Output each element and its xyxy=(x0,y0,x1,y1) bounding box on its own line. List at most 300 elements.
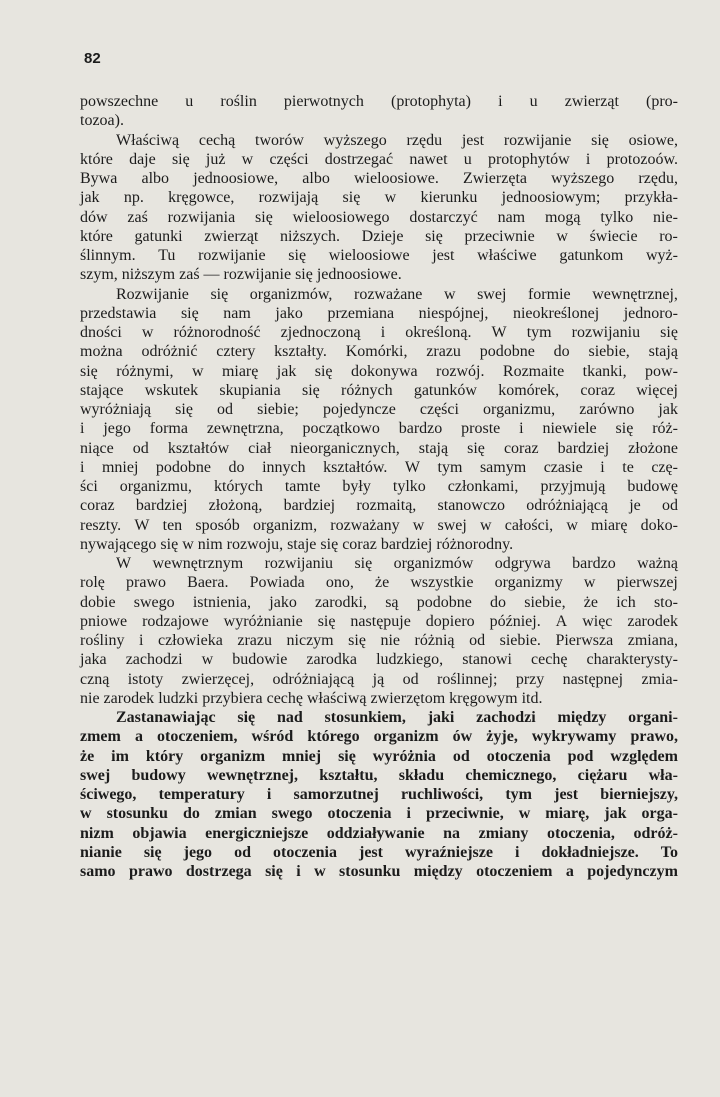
text-line xyxy=(80,804,678,823)
word: ich xyxy=(616,593,636,611)
word: między xyxy=(413,863,463,880)
word: zewnętrzna, xyxy=(206,420,284,438)
word: ono, xyxy=(325,574,354,592)
word: bardzo xyxy=(398,420,443,438)
word: coraz xyxy=(580,381,615,399)
word: się xyxy=(175,401,193,418)
word: zmiana, xyxy=(627,632,678,649)
text-line xyxy=(80,593,678,612)
word: rozwijanie xyxy=(503,131,572,149)
word: i xyxy=(296,863,301,880)
word: tylko xyxy=(600,208,634,226)
word: miarę, xyxy=(545,805,590,823)
word: rozwijają xyxy=(258,189,319,207)
word: rzędu, xyxy=(638,170,678,187)
word: doko- xyxy=(640,516,678,534)
word: innych xyxy=(262,458,306,476)
word: się xyxy=(314,362,333,380)
word: swego xyxy=(133,593,175,611)
word: właściwe xyxy=(477,247,537,264)
word: siebie. xyxy=(499,632,541,649)
word: że xyxy=(583,593,598,611)
word: wewnętrznej, xyxy=(206,766,299,784)
word: jaki xyxy=(427,709,455,726)
word: kręgowce, xyxy=(168,189,235,207)
word: części xyxy=(269,150,309,168)
word: Rozwijanie xyxy=(116,285,189,303)
word: odróż- xyxy=(633,824,678,842)
word: dostrzega xyxy=(185,863,252,880)
word: od xyxy=(217,401,234,418)
word: dokonywa xyxy=(350,362,418,380)
text-line xyxy=(80,612,678,631)
word: nim xyxy=(197,535,227,553)
word: i xyxy=(600,458,605,476)
word: jak xyxy=(658,401,678,418)
word: części xyxy=(419,401,459,418)
word: organizm xyxy=(200,747,266,765)
word: całości, xyxy=(504,516,554,534)
word: względem xyxy=(610,747,678,765)
word: nam xyxy=(223,304,251,322)
word: nawet xyxy=(409,150,448,168)
word: nie xyxy=(80,689,104,707)
word: cechę xyxy=(531,651,568,669)
word: wyróżniają xyxy=(80,401,152,418)
word: kształtów. xyxy=(323,458,388,476)
word: w xyxy=(583,574,596,592)
word: stosunkiem, xyxy=(324,709,406,726)
word: które xyxy=(80,150,113,168)
word: siebie; xyxy=(257,401,299,418)
text-line xyxy=(80,362,678,381)
word: się xyxy=(301,381,320,399)
word: się xyxy=(210,285,229,303)
text-line xyxy=(80,150,678,169)
word: zwierząt xyxy=(204,227,259,245)
word: cztery xyxy=(216,343,256,361)
word: jest xyxy=(432,247,455,264)
word: albo xyxy=(141,170,170,187)
word: wyższego xyxy=(551,170,615,187)
word: Pierwsza xyxy=(555,632,614,649)
word: w xyxy=(191,362,204,380)
word: więc xyxy=(582,612,613,630)
word: mniej xyxy=(101,458,139,476)
word: następuje xyxy=(350,612,411,630)
word: wyróżnianie xyxy=(223,612,303,630)
word: się xyxy=(143,843,162,861)
text-line xyxy=(80,650,678,669)
word: się xyxy=(348,632,366,649)
word: Dzieje xyxy=(361,227,404,245)
word: jak xyxy=(80,189,100,207)
word: jest xyxy=(461,131,485,149)
word: tkanki, xyxy=(582,362,627,380)
word: w xyxy=(443,285,456,303)
word: ludzkiego, xyxy=(376,651,444,669)
text-line xyxy=(80,439,678,458)
word: różnorodny. xyxy=(436,535,514,553)
word: Rozmaite xyxy=(502,362,565,380)
word: rozwój. xyxy=(436,362,485,380)
word: ważną xyxy=(637,555,678,572)
word: ten xyxy=(162,516,183,534)
text-line xyxy=(80,323,678,342)
text-line xyxy=(80,208,678,227)
word: różnorodność xyxy=(173,324,261,341)
word: w xyxy=(241,150,254,168)
word: wewnętrznej, xyxy=(592,285,678,303)
word: do xyxy=(553,343,570,361)
text-line xyxy=(80,131,678,150)
word: jednoosiowym; xyxy=(501,189,601,207)
word: stosunku xyxy=(106,805,168,823)
word: budowę xyxy=(627,478,678,495)
word: od xyxy=(402,670,419,688)
word: a xyxy=(565,863,574,880)
word: się xyxy=(591,131,609,149)
word: np. xyxy=(123,189,144,207)
word: Bywa xyxy=(80,170,118,187)
word: te xyxy=(622,458,634,476)
word: zjednoczoną xyxy=(280,324,361,341)
text-line xyxy=(80,631,678,650)
text-line xyxy=(80,862,678,881)
word: powszechne xyxy=(80,93,159,110)
word: stające xyxy=(80,381,124,399)
body-text xyxy=(80,92,678,881)
word: tworów xyxy=(255,131,304,149)
word: następnej xyxy=(562,670,624,688)
word: początkowo xyxy=(302,420,380,438)
word: swej xyxy=(437,516,467,534)
word: że xyxy=(80,747,95,765)
word: zarodki, xyxy=(315,593,367,611)
word: dostarczyć xyxy=(409,208,478,226)
word: nianie xyxy=(80,843,122,861)
word: ruchliwości, xyxy=(400,786,484,803)
word: pow- xyxy=(645,362,678,380)
word: który xyxy=(145,747,184,765)
word: w xyxy=(384,189,397,207)
text-line xyxy=(80,843,678,862)
word: były xyxy=(342,478,371,495)
word: protophytów xyxy=(487,150,570,168)
word: jak xyxy=(604,805,627,823)
word: W xyxy=(404,458,421,476)
word: żyje, xyxy=(486,728,518,746)
word: nywającego xyxy=(80,535,161,553)
word: orga- xyxy=(641,805,678,823)
text-line xyxy=(80,227,678,246)
word: cechę xyxy=(266,689,307,707)
word: ciał xyxy=(248,439,272,457)
word: organizm, xyxy=(252,516,318,534)
word: (protophyta) xyxy=(391,93,471,110)
word: temperatury xyxy=(158,786,245,803)
word: staje xyxy=(287,535,321,553)
text-line xyxy=(80,747,678,766)
word: coraz xyxy=(342,535,381,553)
word: otoczenia xyxy=(272,843,337,861)
word: nam xyxy=(497,208,526,226)
word: nad xyxy=(276,709,303,726)
word: prawo xyxy=(126,574,166,592)
word: różnych xyxy=(341,381,393,399)
word: rozwijania xyxy=(167,208,236,226)
text-line xyxy=(80,265,678,284)
word: miarę xyxy=(591,516,628,534)
word: niższym xyxy=(121,266,180,284)
word: organizmów xyxy=(393,555,474,572)
word: przybiera xyxy=(202,689,267,707)
word: członkami, xyxy=(447,478,519,495)
word: dokładniejsze. xyxy=(541,843,639,861)
word: coraz xyxy=(503,439,539,457)
word: się xyxy=(255,208,273,226)
word: jak xyxy=(276,362,297,380)
word: samo xyxy=(80,863,116,880)
word: rzędu xyxy=(406,131,443,149)
word: Powiada xyxy=(249,574,305,592)
word: od xyxy=(469,632,486,649)
word: oddziaływanie xyxy=(326,824,425,842)
word: forma xyxy=(149,420,188,438)
word: rozwijanie xyxy=(223,266,296,284)
word: nieorganicznych, xyxy=(290,439,400,457)
word: gatunkom xyxy=(559,247,624,264)
word: u xyxy=(529,93,538,110)
word: energiczniejsze xyxy=(205,824,309,842)
word: kształtu, xyxy=(319,766,378,784)
word: otoczenia xyxy=(327,805,392,823)
word: tym xyxy=(437,458,463,476)
word: przy xyxy=(515,670,545,688)
word: jego xyxy=(183,843,213,861)
word: się xyxy=(265,863,283,880)
word: rozwoju, xyxy=(226,535,288,553)
word: przeciwnie, xyxy=(425,805,504,823)
word: bardziej xyxy=(135,497,188,515)
word: w xyxy=(479,516,492,534)
word: określoną. xyxy=(405,324,472,341)
word: się xyxy=(171,150,190,168)
word: i xyxy=(519,420,524,438)
word: gatunków xyxy=(413,381,477,399)
word: samorzutnej xyxy=(293,786,379,803)
word: się xyxy=(615,420,634,438)
word: tym xyxy=(526,324,552,341)
word: w xyxy=(80,805,92,823)
word: reszty. xyxy=(80,516,122,534)
word: otoczenia xyxy=(486,747,551,765)
word: proste xyxy=(461,420,501,438)
word: zarodka xyxy=(306,651,358,669)
word: od xyxy=(452,747,470,765)
word: bardziej xyxy=(380,535,437,553)
word: do xyxy=(182,805,200,823)
word: chemicznego, xyxy=(465,766,557,784)
word: siebie, xyxy=(588,343,630,361)
word: nieokreślonej xyxy=(512,304,600,322)
word: wieloosiowego xyxy=(292,208,390,226)
word: w xyxy=(556,227,568,245)
word: ściwego, xyxy=(80,786,137,803)
word: W xyxy=(491,324,507,341)
text-line xyxy=(80,92,678,111)
word: między xyxy=(557,709,607,726)
word: nie- xyxy=(653,208,678,226)
word: róż- xyxy=(652,420,678,438)
word: roślin xyxy=(220,93,257,110)
word: wyróżnia xyxy=(372,747,436,765)
word: przeciwnie xyxy=(464,227,535,245)
word: swej xyxy=(477,285,507,303)
word: można xyxy=(80,343,123,361)
word: dów xyxy=(80,208,108,226)
word: i xyxy=(138,632,144,649)
word: pierwszej xyxy=(616,574,678,592)
word: rolę xyxy=(80,574,105,592)
word: miarę xyxy=(221,362,259,380)
word: których xyxy=(213,478,263,495)
word: wyż- xyxy=(645,247,678,264)
word: a xyxy=(134,728,143,746)
word: stosunku xyxy=(339,863,401,880)
text-line xyxy=(80,554,678,573)
word: się xyxy=(317,612,336,630)
word: zmiany xyxy=(478,824,529,842)
word: wykrywamy xyxy=(531,728,617,746)
word: protozoów. xyxy=(606,150,678,168)
word: rośliny xyxy=(80,632,125,649)
word: zmia- xyxy=(641,670,678,688)
word: budowie xyxy=(232,651,288,669)
word: zaś xyxy=(127,208,148,226)
word: odróżniającą xyxy=(526,497,608,515)
word: zwierzęcej, xyxy=(181,670,255,688)
word: istnienia, xyxy=(192,593,252,611)
word: które xyxy=(80,227,113,245)
word: zarówno xyxy=(579,401,635,418)
word: im xyxy=(111,747,129,765)
word: odgrywa xyxy=(494,555,551,572)
word: od xyxy=(234,843,251,861)
word: bierniejszy, xyxy=(600,786,678,803)
word: jednoro- xyxy=(623,304,678,322)
word: To xyxy=(660,843,678,861)
text-line xyxy=(80,535,678,554)
word: już xyxy=(205,150,226,168)
word: stają xyxy=(648,343,678,361)
word: zmian xyxy=(214,805,257,823)
word: złożoną, xyxy=(208,497,263,515)
text-line xyxy=(80,458,678,477)
word: przemiana xyxy=(327,304,395,322)
word: sposób xyxy=(195,516,240,534)
word: rozwijaniu xyxy=(264,555,334,572)
text-line xyxy=(80,766,678,785)
word: rodzajowe xyxy=(142,612,209,630)
word: ślinnym. xyxy=(80,247,136,264)
word: że xyxy=(374,574,390,592)
word: się xyxy=(180,304,199,322)
text-line xyxy=(80,689,678,708)
word: tym xyxy=(505,786,532,803)
word: kręgowym xyxy=(449,689,522,707)
word: jest xyxy=(358,843,383,861)
word: czasie xyxy=(543,458,583,476)
word: jego xyxy=(103,420,131,438)
word: ści xyxy=(80,478,98,495)
word: wśród xyxy=(251,728,294,746)
word: się xyxy=(320,535,343,553)
word: budowy xyxy=(131,766,186,784)
word: niczym xyxy=(286,632,334,649)
word: niespójnej, xyxy=(418,304,489,322)
word: w xyxy=(182,535,198,553)
word: rozwijaniu xyxy=(571,324,641,341)
word: od xyxy=(132,439,149,457)
word: daje xyxy=(129,150,156,168)
word: je xyxy=(629,497,641,515)
word: pojedyncze xyxy=(322,401,396,418)
word: W xyxy=(134,516,150,534)
text-line xyxy=(80,785,678,804)
word: Baera. xyxy=(187,574,229,592)
word: jaka xyxy=(80,651,107,669)
word: Zwierzęta xyxy=(463,170,527,187)
word: kształty. xyxy=(274,343,327,361)
page-number: 82 xyxy=(84,50,101,67)
word: u xyxy=(185,93,194,110)
word: w xyxy=(314,863,326,880)
word: albo xyxy=(302,170,330,187)
word: samym xyxy=(479,458,527,476)
word: przyjmują xyxy=(540,478,606,495)
word: właściwą xyxy=(307,689,371,707)
word: czną xyxy=(80,670,110,688)
word: w xyxy=(201,651,214,669)
word: przykła- xyxy=(624,189,678,207)
word: pniowe xyxy=(80,612,128,630)
text-line xyxy=(80,824,678,843)
word: się xyxy=(660,324,678,341)
word: bardziej xyxy=(283,497,336,515)
word: roślinnej; xyxy=(436,670,498,688)
word: do xyxy=(490,593,507,611)
word: którego xyxy=(307,728,360,746)
word: otoczeniem, xyxy=(157,728,238,746)
text-line xyxy=(80,111,678,130)
word: się xyxy=(288,247,307,264)
word: zaś xyxy=(179,266,204,284)
word: się xyxy=(467,439,485,457)
word: do xyxy=(228,458,245,476)
word: różnią xyxy=(414,632,455,649)
word: się xyxy=(80,362,98,380)
word: dności xyxy=(80,324,122,341)
text-line xyxy=(80,285,678,304)
word: nie xyxy=(380,632,401,649)
word: podobne xyxy=(416,593,472,611)
word: organizmu, xyxy=(119,478,192,495)
word: zmem xyxy=(80,728,121,746)
word: zarodek xyxy=(627,612,678,630)
word: tozoa). xyxy=(80,112,124,130)
word: prawo xyxy=(128,863,173,880)
